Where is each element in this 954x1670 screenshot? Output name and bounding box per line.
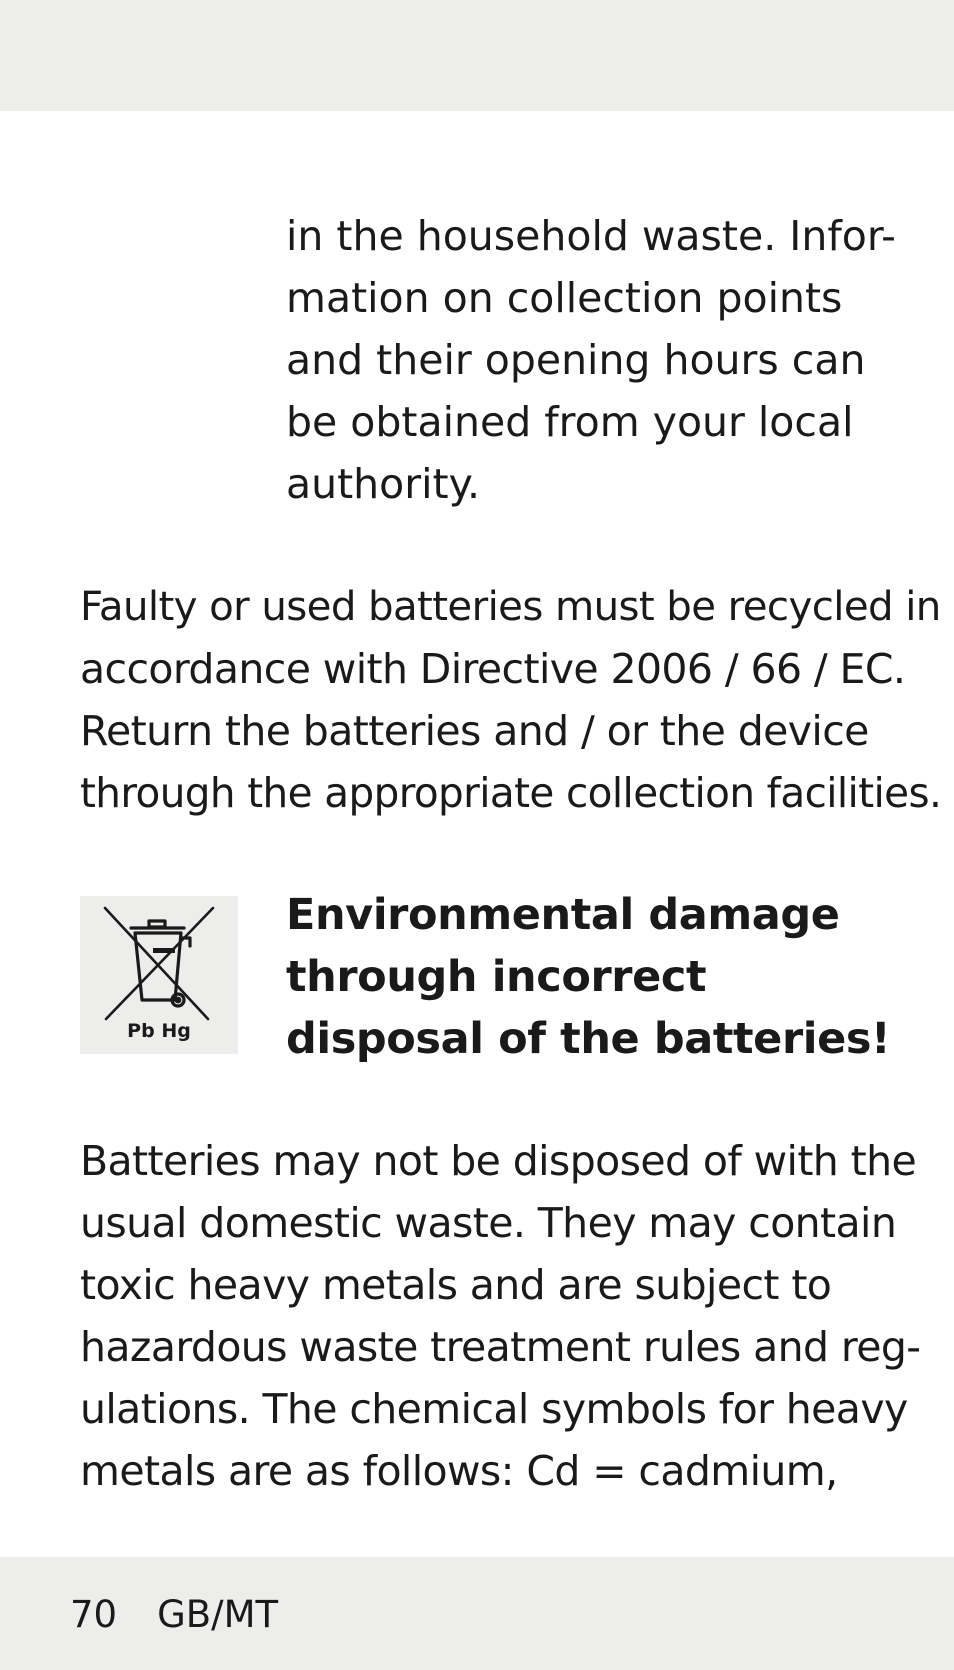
crossed-out-wheelie-bin-icon	[80, 896, 238, 1054]
text-line: Return the batteries and / or the device	[80, 707, 869, 755]
text-line: in the household waste. Infor-	[286, 212, 896, 260]
text-line: authority.	[286, 460, 481, 508]
region-code: GB/MT	[157, 1593, 279, 1636]
text-line: through the appropriate collection facilities.	[80, 769, 942, 817]
battery-recycling-paragraph	[80, 576, 942, 824]
heavy-metals-paragraph	[80, 1130, 920, 1502]
text-line: and their opening hours can	[286, 336, 866, 384]
warning-heading	[286, 884, 926, 1070]
text-line: hazardous waste treatment rules and reg-	[80, 1323, 921, 1371]
header-band	[0, 0, 954, 111]
heavy-metal-symbols-label: Pb Hg	[127, 1020, 191, 1042]
text-line: Batteries may not be disposed of with the	[80, 1137, 917, 1185]
heading-line: Environmental damage	[286, 890, 840, 940]
text-line: ulations. The chemical symbols for heavy	[80, 1385, 908, 1433]
heading-line: disposal of the batteries!	[286, 1014, 891, 1064]
text-line: metals are as follows: Cd = cadmium,	[80, 1447, 838, 1495]
text-line: be obtained from your local	[286, 398, 854, 446]
text-line: accordance with Directive 2006 / 66 / EC.	[80, 645, 906, 693]
disposal-info-paragraph	[286, 205, 926, 515]
text-line: toxic heavy metals and are subject to	[80, 1261, 832, 1309]
page-footer	[70, 1590, 278, 1640]
page-number: 70	[70, 1593, 118, 1636]
heading-line: through incorrect	[286, 952, 707, 1002]
text-line: usual domestic waste. They may contain	[80, 1199, 897, 1247]
text-line: mation on collection points	[286, 274, 843, 322]
text-line: Faulty or used batteries must be recycled in	[80, 583, 941, 630]
